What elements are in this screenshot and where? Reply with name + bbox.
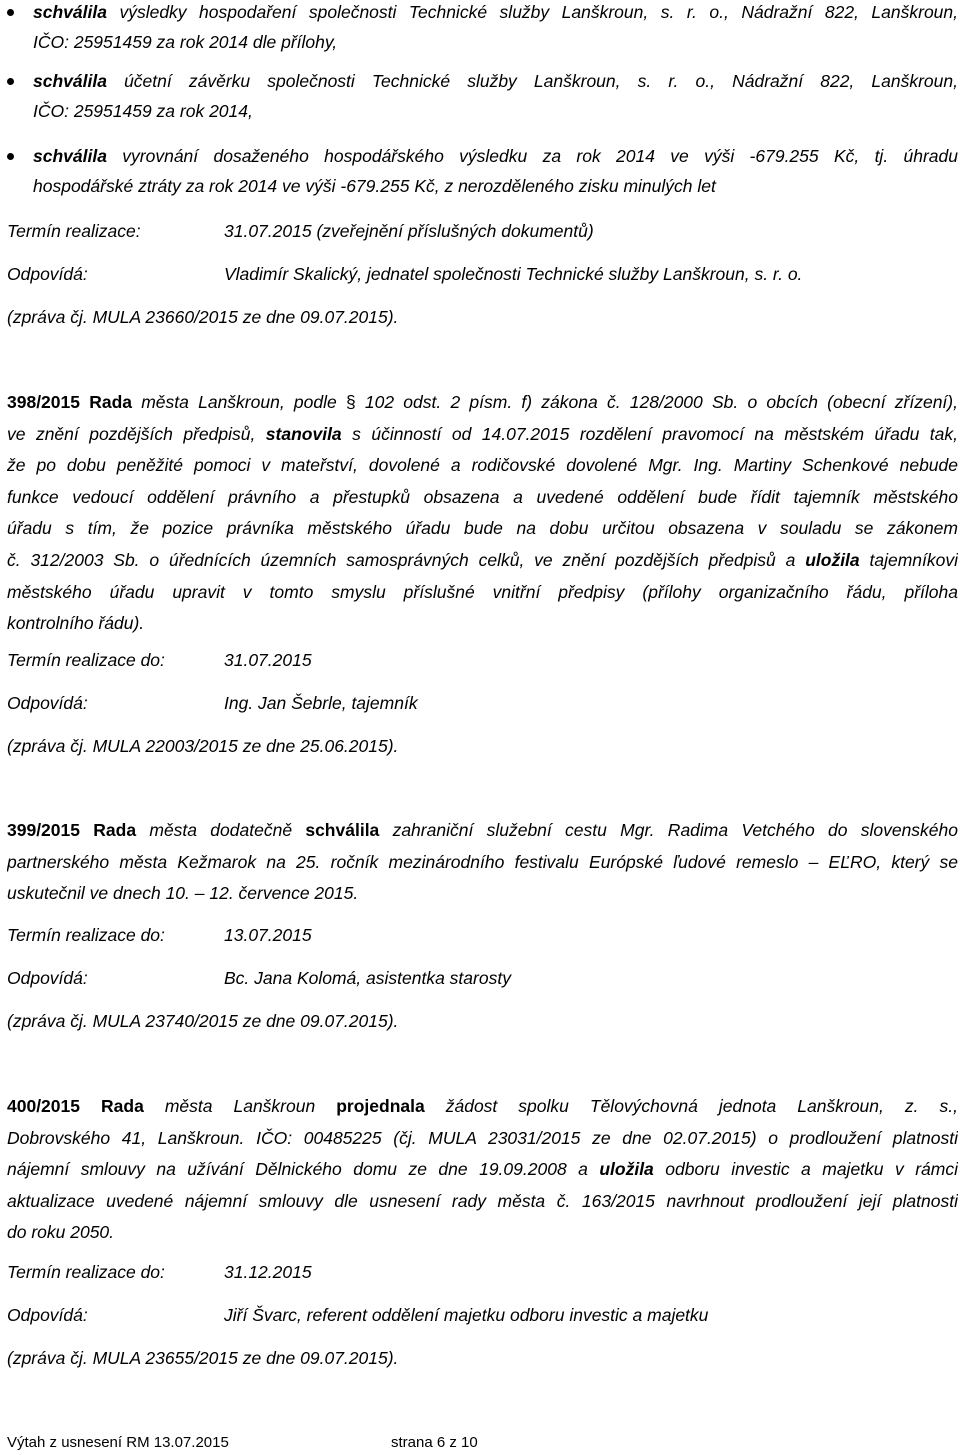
rada-label: Rada (89, 392, 133, 412)
resolution-text: města Lanškroun, podle (132, 392, 346, 412)
bullet-icon (7, 9, 14, 16)
resolution-399 (7, 818, 958, 905)
document-page (7, 0, 960, 1455)
bullet-icon (7, 78, 14, 85)
resolution-text: partnerského města Kežmarok na 25. ročník mezinárodního festivalu Európské ľudové remeslo – EĽRO, který se (7, 851, 958, 872)
footer-title: Výtah z usnesení RM 13.07.2015 (7, 1434, 229, 1451)
bold-verb: schválila (305, 820, 380, 840)
rada-label: Rada (101, 1096, 144, 1116)
bold-verb: schválila (33, 146, 107, 166)
odpovida-value: Bc. Jana Kolomá, asistentka starosty (224, 968, 511, 988)
bold-verb: schválila (33, 71, 107, 91)
resolution-text: s účinností od 14.07.2015 rozdělení pravomocí na městském úřadu tak, (341, 423, 958, 444)
odpovida-value: Jiří Švarc, referent oddělení majetku odboru investic a majetku (224, 1305, 709, 1325)
bullet-text: účetní závěrku společnosti Technické služby Lanškroun, s. r. o., Nádražní 822, Lanškroun, (106, 71, 958, 91)
termin-label: Termín realizace: (7, 221, 141, 241)
termin-value: 31.12.2015 (224, 1262, 312, 1282)
termin-value: 31.07.2015 (224, 650, 312, 670)
rada-label: Rada (93, 820, 137, 840)
termin-label: Termín realizace do: (7, 650, 165, 670)
resolution-text: Dobrovského 41, Lanškroun. IČO: 00485225 (čj. MULA 23031/2015 ze dne 02.07.2015) o prodloužení platnosti (7, 1127, 958, 1148)
resolution-text: uskutečnil ve dnech 10. – 12. července 2015. (7, 883, 359, 904)
report-reference: (zpráva čj. MULA 22003/2015 ze dne 25.06.2015). (7, 736, 399, 756)
odpovida-label: Odpovídá: (7, 968, 88, 988)
resolution-text: kontrolního řádu). (7, 613, 145, 634)
resolution-text: aktualizace uvedené nájemní smlouvy dle usnesení rady města č. 163/2015 navrhnout prodloužení její platnosti (7, 1190, 958, 1211)
page-number: strana 6 z 10 (391, 1434, 478, 1451)
resolution-text: nájemní smlouvy na užívání Dělnického domu ze dne 19.09.2008 a (7, 1159, 600, 1180)
odpovida-value: Ing. Jan Šebrle, tajemník (224, 693, 418, 713)
resolution-text: č. 312/2003 Sb. o úřednících územních samosprávných celků, ve znění pozdějších předpisů a (7, 549, 806, 570)
bullet-text: hospodářské ztráty za rok 2014 ve výši -679.255 Kč, z nerozděleného zisku minulých let (33, 176, 716, 196)
bold-verb: uložila (805, 549, 860, 570)
resolution-text: města dodatečně (136, 820, 306, 840)
termin-value: 31.07.2015 (zveřejnění příslušných dokumentů) (224, 221, 594, 241)
resolution-text: městského úřadu upravit v tomto smyslu příslušné vnitřní předpisy (přílohy organizačního řádu, příloha (7, 581, 958, 602)
resolution-text: města Lanškroun (143, 1096, 337, 1116)
resolution-text: funkce vedoucí oddělení právního a přestupků obsazena a uvedené oddělení bude řídit tajemník městského (7, 486, 958, 507)
resolution-text: žádost spolku Tělovýchovná jednota Lanškroun, z. s., (424, 1096, 958, 1116)
resolution-text: zahraniční služební cestu Mgr. Radima Vetchého do slovenského (379, 820, 958, 840)
resolution-number: 398/2015 (7, 392, 80, 412)
resolution-number: 399/2015 (7, 820, 80, 840)
section-sign: § (345, 392, 356, 412)
report-reference: (zpráva čj. MULA 23655/2015 ze dne 09.07.2015). (7, 1348, 399, 1368)
resolution-text: odboru investic a majetku v rámci (653, 1159, 958, 1180)
bullet-text: IČO: 25951459 za rok 2014 dle přílohy, (33, 32, 338, 52)
odpovida-label: Odpovídá: (7, 693, 88, 713)
bullet-text: IČO: 25951459 za rok 2014, (33, 101, 253, 121)
bold-verb: projednala (336, 1096, 425, 1116)
resolution-398 (7, 390, 958, 635)
report-reference: (zpráva čj. MULA 23660/2015 ze dne 09.07.2015). (7, 307, 399, 327)
resolution-text: úřadu s tím, že pozice právníka městského úřadu bude na dobu určitou obsazena v souladu se zákonem (7, 518, 958, 539)
resolution-400 (7, 1094, 958, 1244)
bold-verb: stanovila (265, 423, 342, 444)
page-footer (7, 1432, 507, 1454)
resolution-number: 400/2015 (7, 1096, 80, 1116)
odpovida-value: Vladimír Skalický, jednatel společnosti Technické služby Lanškroun, s. r. o. (224, 264, 803, 284)
odpovida-label: Odpovídá: (7, 264, 88, 284)
bold-verb: uložila (599, 1159, 654, 1180)
bullet-text: vyrovnání dosaženého hospodářského výsledku za rok 2014 ve výši -679.255 Kč, tj. úhradu (106, 146, 958, 166)
termin-label: Termín realizace do: (7, 925, 165, 945)
termin-value: 13.07.2015 (224, 925, 312, 945)
termin-label: Termín realizace do: (7, 1262, 165, 1282)
odpovida-label: Odpovídá: (7, 1305, 88, 1325)
resolution-text: že po dobu peněžité pomoci v mateřství, dovolené a rodičovské dovolené Mgr. Ing. Martiny Schenkové nebude (7, 455, 958, 476)
bullet-text: výsledky hospodaření společnosti Technické služby Lanškroun, s. r. o., Nádražní 822, Lanškroun, (106, 2, 958, 22)
resolution-text: do roku 2050. (7, 1222, 115, 1243)
resolution-text: 102 odst. 2 písm. f) zákona č. 128/2000 Sb. o obcích (obecní zřízení), (355, 392, 958, 412)
bullet-icon (7, 153, 14, 160)
report-reference: (zpráva čj. MULA 23740/2015 ze dne 09.07.2015). (7, 1011, 399, 1031)
resolution-text: tajemníkovi (859, 549, 958, 570)
resolution-text: ve znění pozdějších předpisů, (7, 423, 266, 444)
bold-verb: schválila (33, 2, 107, 22)
